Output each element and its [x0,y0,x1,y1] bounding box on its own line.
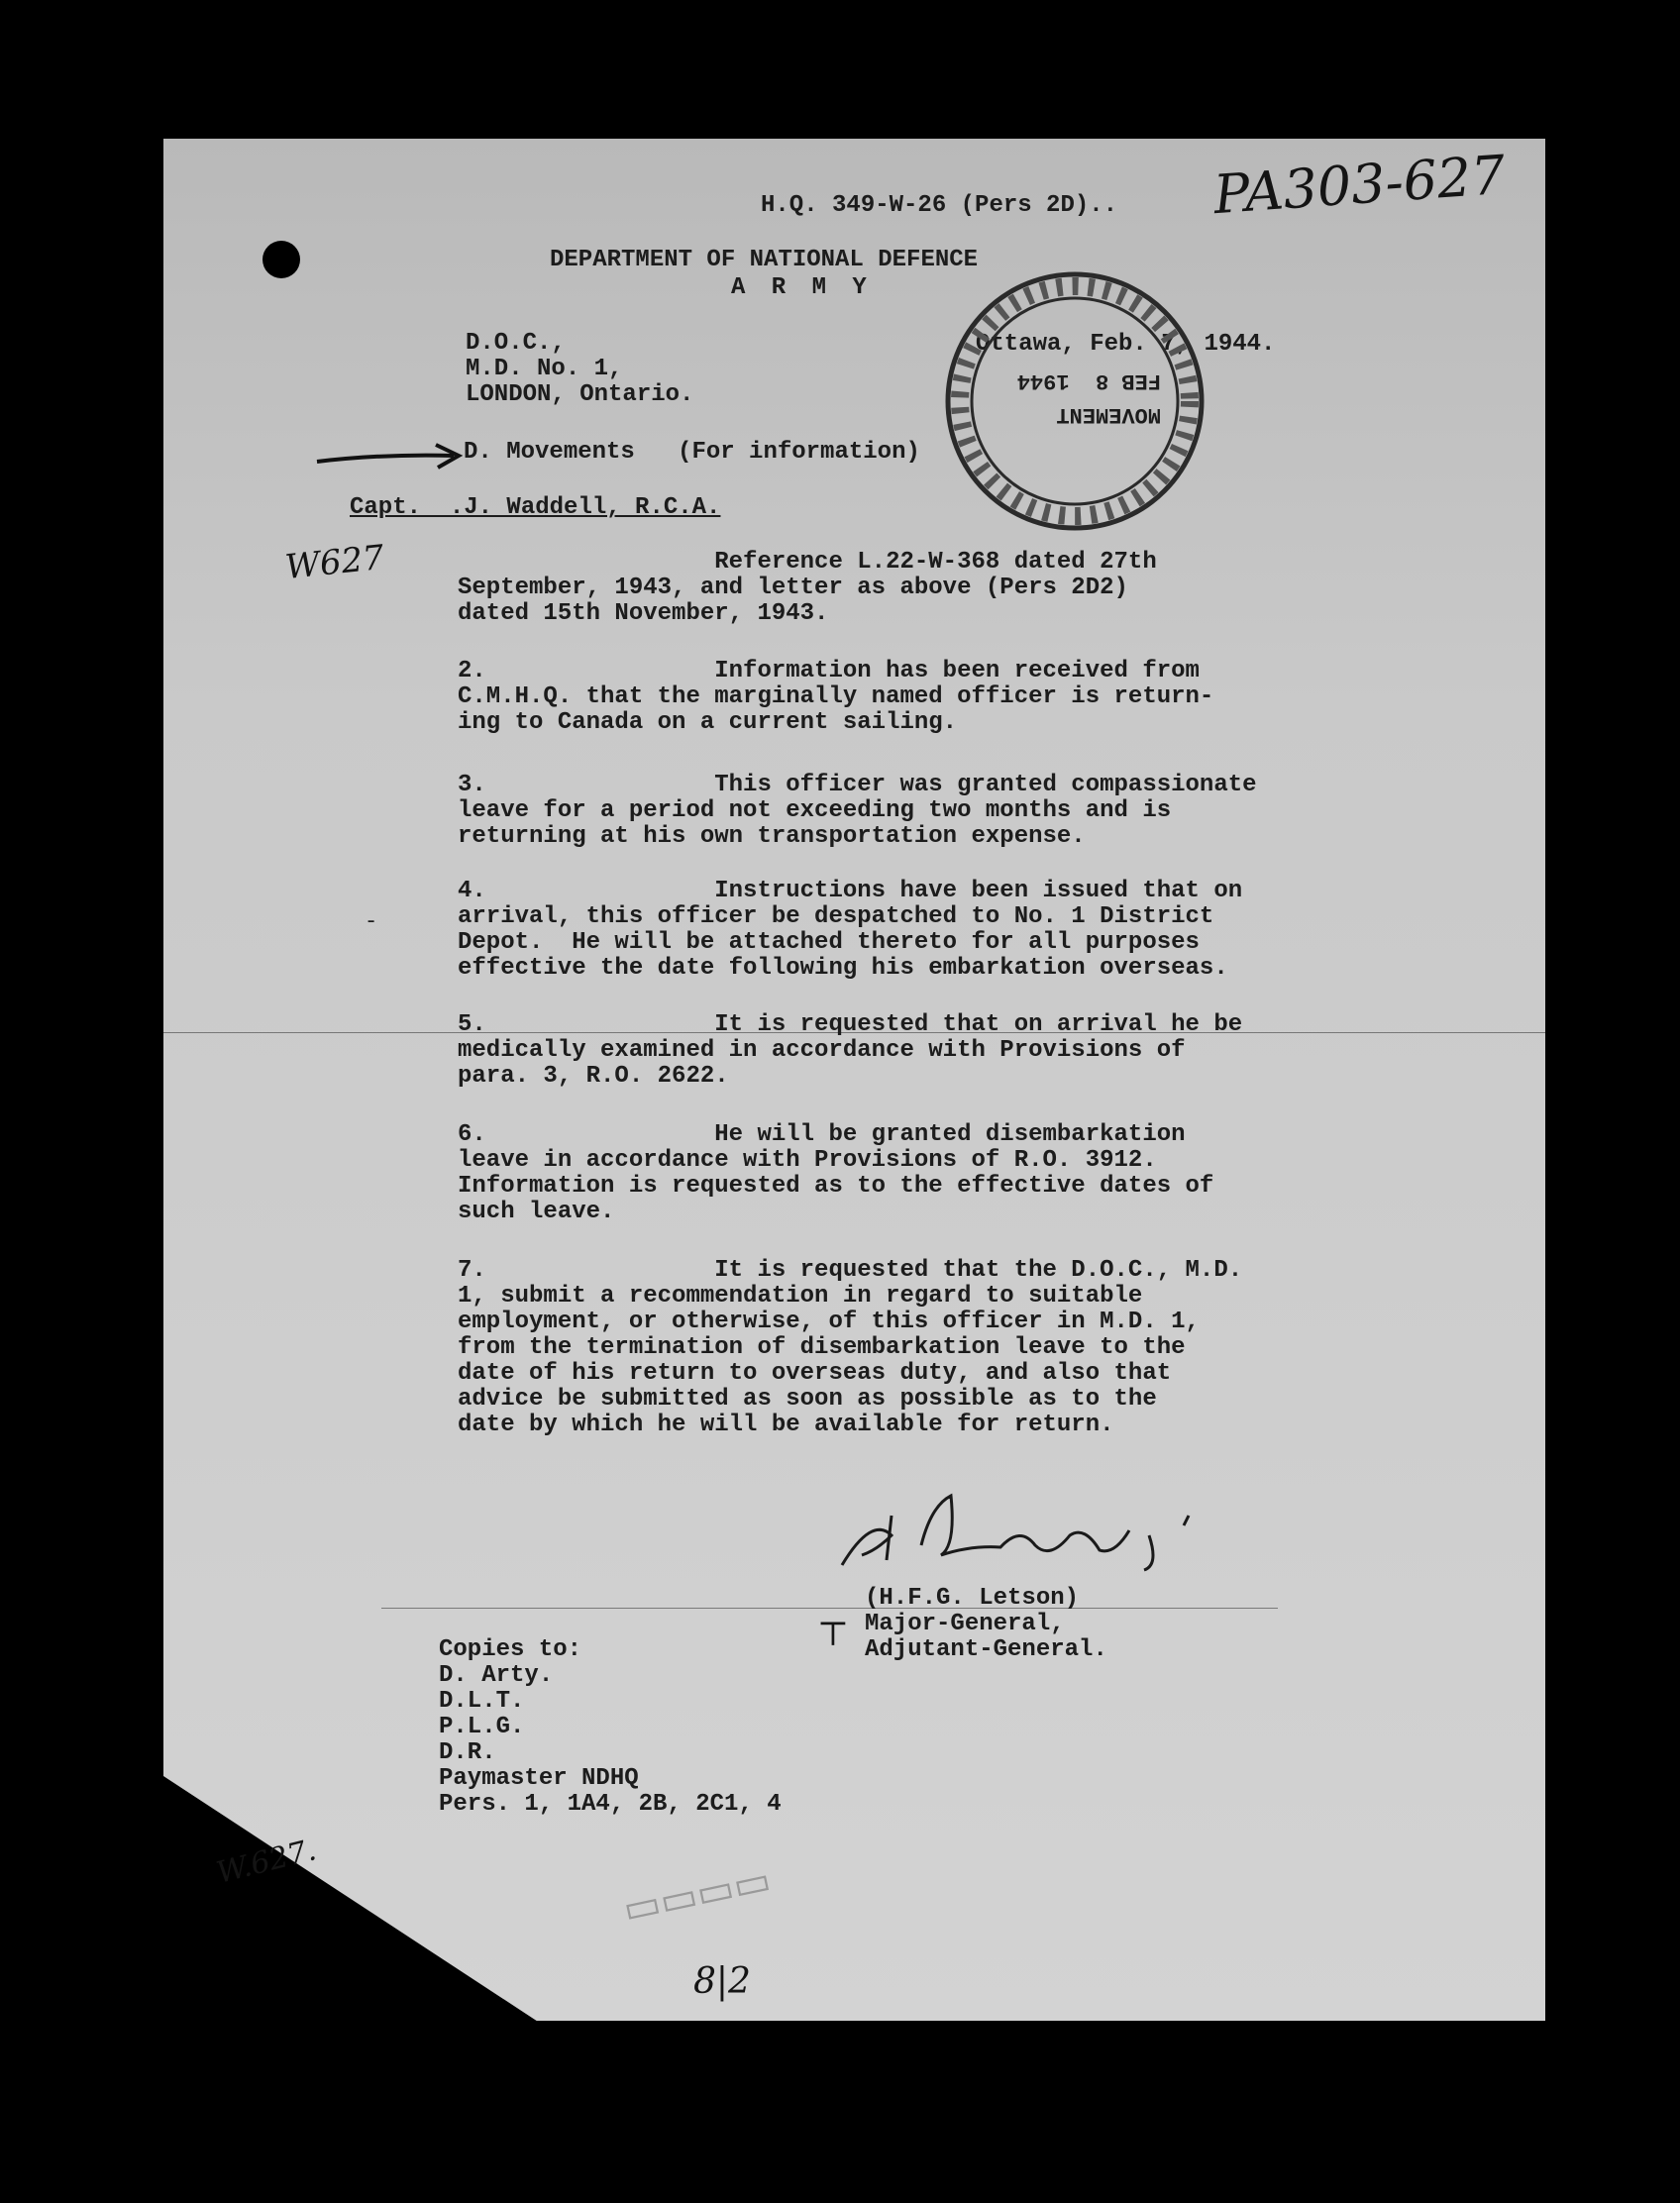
punch-hole [262,241,300,278]
paragraph-3: 3. This officer was granted compassionate leave for a period not exceeding two months and is returning at his own transportation expense. [458,772,1257,850]
handwritten-bottom-note: W.627. [213,1833,320,1891]
stamp-line-2: FEB 8 1944 [1016,368,1161,393]
paragraph-4: 4. Instructions have been issued that on arrival, this officer be despatched to No. 1 District Depot. He will be attached thereto for all purposes effective the date following his embarkation overseas. [458,878,1243,982]
paragraph-1: Reference L.22-W-368 dated 27th September, 1943, and letter as above (Pers 2D2) dated 15th November, 1943. [458,549,1157,627]
subject-line: Capt. .J. Waddell, R.C.A. [350,494,721,521]
paragraph-5: 5. It is requested that on arrival he be medically examined in accordance with Provisions of para. 3, R.O. 2622. [458,1011,1243,1090]
signature-block: (H.F.G. Letson) Major-General, Adjutant-General. [865,1585,1107,1663]
paragraph-7: 7. It is requested that the D.O.C., M.D. 1, submit a recommendation in regard to suitable employment, or otherwise, of this officer in M.D. 1, from the termination of disembarkation leave to the date of his return to overseas duty, and also that advice be submitted as soon as possible as to the date by which he will be available for return. [458,1257,1243,1438]
signature-rule [381,1608,1278,1609]
file-reference: H.Q. 349-W-26 (Pers 2D).. [761,192,1118,219]
letter-date: Ottawa, Feb. 7, 1944. [976,331,1276,358]
faint-stamp: ▭▭▭▭ [618,1856,776,1934]
copies-list: Copies to: D. Arty. D.L.T. P.L.G. D.R. Paymaster NDHQ Pers. 1, 1A4, 2B, 2C1, 4 [439,1636,782,1818]
page-mark: 8|2 [693,1961,751,2002]
arrow-icon [315,442,464,472]
distribution-line: D. Movements (For information) [464,439,920,466]
paragraph-6: 6. He will be granted disembarkation leave in accordance with Provisions of R.O. 3912. Information is requested as to the effective dates of such leave. [458,1121,1214,1225]
paragraph-2: 2. Information has been received from C.M.H.Q. that the marginally named officer is return- ing to Canada on a current sailing. [458,658,1214,736]
handwritten-margin-note: W627 [283,537,386,588]
margin-tick: - [365,909,378,934]
department-heading: DEPARTMENT OF NATIONAL DEFENCE [550,247,979,273]
stamp-text [1017,364,1161,431]
check-mark: ⊤ [817,1615,849,1654]
handwritten-reference: PA303-627 [1211,143,1508,227]
recipient-address: D.O.C., M.D. No. 1, LONDON, Ontario. [466,330,694,408]
signature [832,1476,1248,1575]
branch-heading: A R M Y [731,274,873,301]
stamp-line-1: MOVEMENT [1056,402,1161,427]
